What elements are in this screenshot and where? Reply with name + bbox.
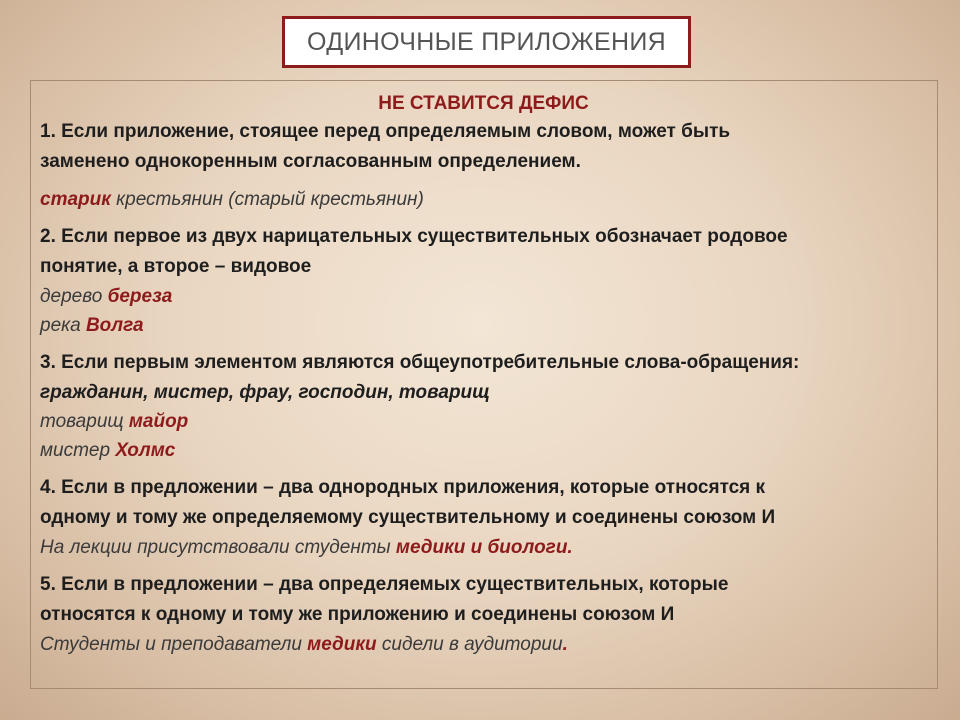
example-text: сидели в аудитории: [376, 634, 563, 655]
slide-title: ОДИНОЧНЫЕ ПРИЛОЖЕНИЯ: [307, 27, 666, 56]
example-text: товарищ: [40, 411, 129, 432]
rule-3-line-2: гражданин, мистер, фрау, господин, товарищ: [40, 382, 490, 403]
rules-heading: НЕ СТАВИТСЯ ДЕФИС: [378, 93, 589, 114]
example-text: река: [40, 315, 86, 336]
rule-1-example: [40, 185, 927, 214]
rule-4-line-2: одному и тому же определяемому существительному и соединены союзом И: [40, 507, 776, 528]
example-highlight: Волга: [85, 315, 144, 336]
rule-1: [40, 117, 927, 214]
slide-title-box: [282, 16, 691, 68]
rule-2: [40, 222, 927, 340]
example-highlight: Холмс: [115, 440, 176, 461]
example-text: На лекции присутствовали студенты: [40, 537, 396, 558]
example-highlight: медики и биологи.: [395, 537, 573, 558]
rules-panel: [30, 80, 938, 689]
rule-1-line-1: 1. Если приложение, стоящее перед определяемым словом, может быть: [40, 121, 731, 142]
rule-3-example-1: [40, 407, 927, 436]
example-text: дерево: [40, 286, 108, 307]
example-highlight: старик: [40, 189, 111, 210]
example-text: крестьянин (старый крестьянин): [110, 189, 424, 210]
example-text: Студенты и преподаватели: [40, 634, 308, 655]
rule-5-line-1: 5. Если в предложении – два определяемых существительных, которые: [40, 574, 729, 595]
rule-5-line-2: относятся к одному и тому же приложению и соединены союзом И: [40, 604, 675, 625]
rule-3: [40, 348, 927, 465]
example-highlight: береза: [107, 286, 173, 307]
rule-4-line-1: 4. Если в предложении – два однородных приложения, которые относятся к: [40, 477, 766, 498]
rule-3-example-2: [40, 436, 927, 465]
example-highlight: медики: [307, 634, 377, 655]
example-end: .: [562, 634, 568, 655]
rule-5: [40, 570, 927, 659]
rule-2-line-1: 2. Если первое из двух нарицательных существительных обозначает родовое: [40, 226, 788, 247]
rule-1-line-2: заменено однокоренным согласованным определением.: [40, 151, 581, 172]
rule-3-line-1: 3. Если первым элементом являются общеупотребительные слова-обращения:: [40, 352, 800, 373]
rule-2-example-2: [40, 311, 927, 340]
example-highlight: майор: [128, 411, 189, 432]
rule-2-example-1: [40, 282, 927, 311]
rule-2-line-2: понятие, а второе – видовое: [40, 256, 312, 277]
example-text: мистер: [40, 440, 116, 461]
rule-4: [40, 473, 927, 562]
rule-4-example: [40, 533, 927, 562]
rule-5-example: [40, 630, 927, 659]
